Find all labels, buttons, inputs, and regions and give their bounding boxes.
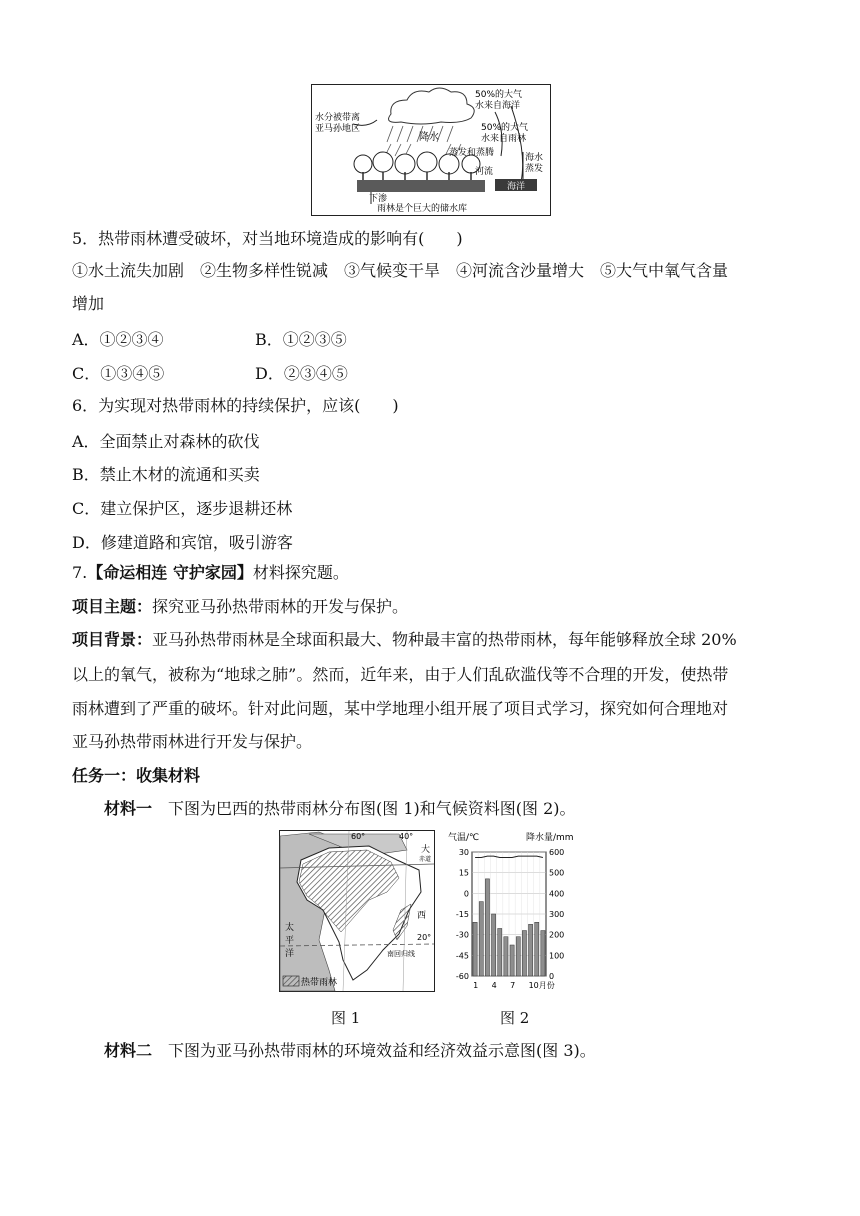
diagram-left-label-1: 水分被带离: [315, 113, 361, 123]
diagram-seep-label: 下渗: [369, 194, 388, 204]
chart-left-tick-label: -60: [455, 972, 469, 981]
chart-right-tick-label: 200: [549, 930, 565, 940]
q7-background-text1: 亚马孙热带雨林是全球面积最大、物种最丰富的热带雨林，每年能够释放全球 20%: [152, 630, 737, 649]
precipitation-bar: [535, 922, 539, 976]
brazil-rainforest-map: [279, 830, 435, 992]
chart-x-tick-label: 1: [473, 981, 479, 990]
q7-number: 7.: [72, 563, 88, 582]
diagram-cloud-ocean-label-1: 50%的大气: [475, 90, 523, 100]
q7-title: [72, 563, 349, 583]
q5-items-line2: 增加: [72, 294, 105, 313]
map-lon60-label: 60°: [351, 832, 366, 841]
q5-option-a[interactable]: A．①②③④: [72, 330, 164, 349]
diagram-cloud-forest-label-1: 50%的大气: [481, 123, 529, 133]
chart-right-tick-label: 600: [549, 848, 565, 857]
precipitation-bar: [479, 902, 483, 976]
q7-material2-label: 材料二: [104, 1041, 153, 1060]
precipitation-bar: [510, 945, 514, 976]
diagram-sea-evap-label-2: 蒸发: [525, 164, 544, 174]
precipitation-bar: [522, 931, 526, 976]
q6-option-b[interactable]: B．禁止木材的流通和买卖: [72, 465, 260, 484]
q7-material1-label: 材料一: [104, 799, 153, 818]
map-ocean-right-2: 西: [417, 911, 427, 921]
precipitation-bar: [504, 937, 508, 976]
chart-left-tick-label: 0: [463, 889, 469, 899]
q6-option-c[interactable]: C．建立保护区，逐步退耕还林: [72, 499, 293, 518]
map-equator-label: 赤道: [419, 856, 432, 863]
chart-left-tick-label: 15: [458, 868, 469, 878]
precipitation-bar: [516, 937, 520, 976]
q7-material1-text: 下图为巴西的热带雨林分布图(图 1)和气候资料图(图 2)。: [168, 799, 576, 818]
q5-option-b[interactable]: B．①②③⑤: [255, 330, 347, 349]
map-ocean-left-1: 太: [285, 923, 295, 933]
chart-left-tick-label: 30: [458, 848, 469, 857]
q7-background-line2: 以上的氧气，被称为“地球之肺”。然而，近年来，由于人们乱砍滥伐等不合理的开发，使热带: [72, 665, 729, 684]
precipitation-bar: [492, 914, 496, 976]
figure1-caption: 图 1: [331, 1009, 361, 1027]
chart-right-tick-label: 300: [549, 910, 565, 919]
precipitation-bar: [529, 924, 533, 976]
rainforest-water-cycle-diagram: [311, 84, 551, 216]
q7-task1-heading: 任务一：收集材料: [72, 766, 201, 785]
chart-right-tick-label: 500: [549, 868, 565, 878]
chart-left-axis-label: 气温/℃: [448, 833, 480, 843]
q7-material1: [104, 799, 576, 819]
map-ocean-right-1: 大: [421, 845, 431, 855]
precipitation-bar: [541, 931, 545, 976]
precipitation-bar: [473, 922, 477, 976]
precipitation-bar: [485, 879, 489, 976]
diagram-river-label: 河流: [475, 167, 494, 177]
chart-x-tick-label: 4: [491, 981, 497, 990]
figure2-caption: 图 2: [500, 1009, 530, 1027]
q7-material2: [104, 1041, 596, 1061]
map-tropic-label: 南回归线: [387, 950, 415, 958]
chart-left-tick-label: -15: [455, 910, 469, 919]
q6-stem: 6．为实现对热带雨林的持续保护，应该( ): [72, 396, 399, 415]
q7-background-line1: [72, 630, 737, 650]
chart-left-tick-label: -30: [455, 930, 469, 940]
q7-background-line3: 雨林遭到了严重的破坏。针对此问题，某中学地理小组开展了项目式学习，探究如何合理地对: [72, 699, 729, 718]
q6-option-d[interactable]: D．修建道路和宾馆，吸引游客: [72, 533, 293, 552]
chart-right-tick-label: 400: [549, 889, 565, 899]
chart-right-tick-label: 0: [549, 972, 555, 981]
diagram-ocean-label: 海洋: [506, 182, 526, 192]
diagram-sea-evap-label-1: 海水: [525, 153, 544, 163]
q5-items-line1: ①水土流失加剧 ②生物多样性锐减 ③气候变干旱 ④河流含沙量增大 ⑤大气中氧气含量: [72, 261, 729, 280]
q7-theme-text: 探究亚马孙热带雨林的开发与保护。: [152, 597, 409, 616]
q7-theme-label: 项目主题：: [72, 597, 153, 616]
q7-background-label: 项目背景：: [72, 630, 153, 649]
chart-left-tick-label: -45: [455, 951, 469, 961]
q7-material2-text: 下图为亚马孙热带雨林的环境效益和经济效益示意图(图 3)。: [168, 1041, 596, 1060]
map-lat20-label: 20°: [417, 933, 432, 942]
q7-title-rest: 材料探究题。: [252, 563, 349, 582]
q5-option-c[interactable]: C．①③④⑤: [72, 364, 165, 383]
diagram-cloud-ocean-label-2: 水来自海洋: [475, 101, 521, 111]
chart-x-tick-label: 10月份: [528, 981, 555, 990]
diagram-left-label-2: 亚马孙地区: [315, 124, 361, 134]
q7-theme: [72, 597, 408, 617]
map-legend-rainforest: 热带雨林: [301, 978, 338, 988]
q6-option-a[interactable]: A．全面禁止对森林的砍伐: [72, 432, 260, 451]
q7-tag: 【命运相连 守护家园】: [87, 563, 253, 582]
diagram-caption: 雨林是个巨大的储水库: [377, 204, 468, 214]
chart-right-axis-label: 降水量/mm: [526, 833, 574, 843]
chart-right-tick-label: 100: [549, 951, 565, 961]
map-ocean-left-2: 平: [285, 936, 295, 946]
q5-stem: 5．热带雨林遭受破坏，对当地环境造成的影响有( ): [72, 229, 463, 248]
chart-x-tick-label: 7: [510, 981, 516, 990]
map-ocean-left-3: 洋: [285, 949, 295, 959]
precipitation-bar: [498, 928, 502, 976]
diagram-cloud-forest-label-2: 水来自雨林: [481, 134, 527, 144]
q7-background-line4: 亚马孙热带雨林进行开发与保护。: [72, 732, 313, 751]
diagram-evap-label: 蒸发和蒸腾: [449, 148, 495, 158]
map-lon40-label: 40°: [399, 832, 414, 841]
q5-option-d[interactable]: D．②③④⑤: [255, 364, 348, 383]
climate-chart: [446, 830, 584, 1000]
diagram-rain-label: 降水: [419, 132, 439, 143]
